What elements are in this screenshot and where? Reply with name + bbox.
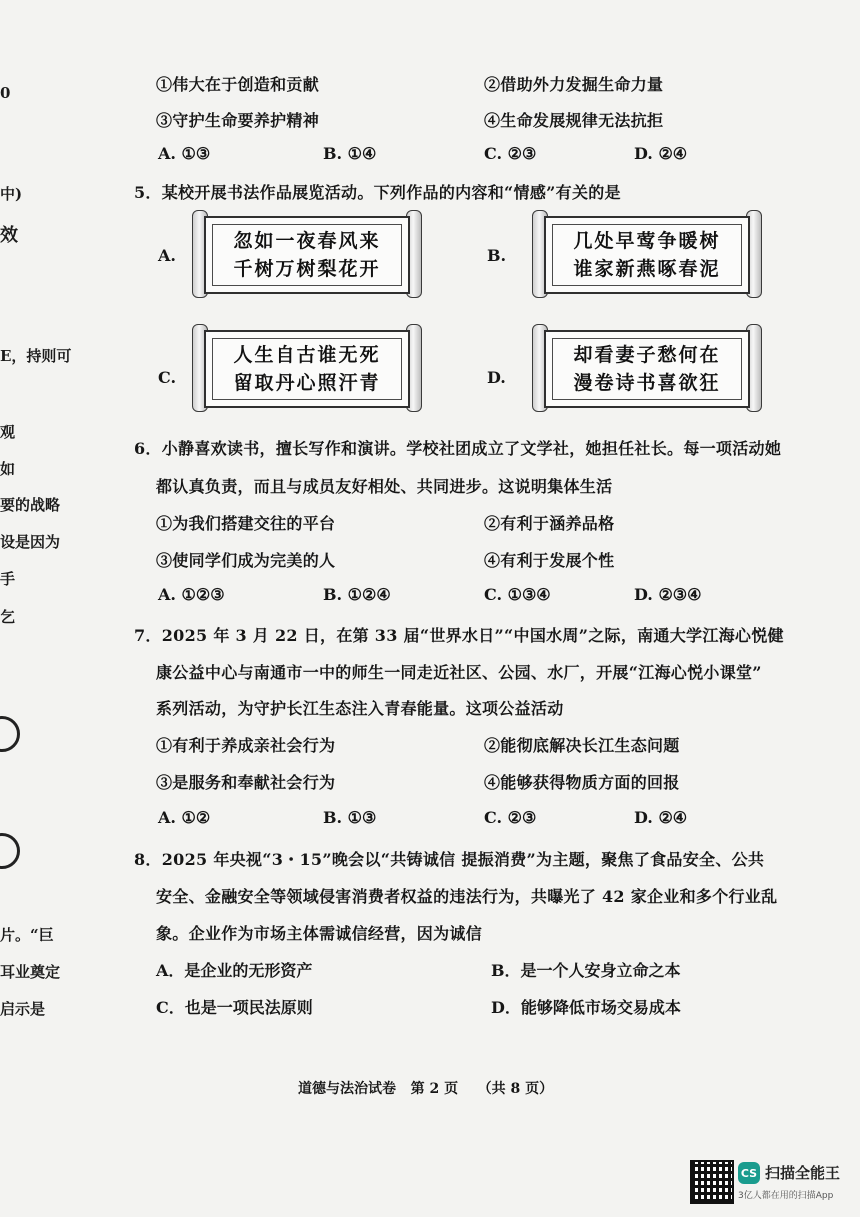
- q4-item-2: ②借助外力发掘生命力量: [484, 75, 664, 94]
- q4-choice-b: B. ①④: [323, 144, 377, 163]
- scroll-line: 谁家新燕啄春泥: [573, 258, 721, 280]
- scroll-line: 千树万树梨花开: [233, 258, 381, 280]
- scroll-line: 几处早莺争暖树: [573, 230, 721, 252]
- q6-item-3: ③使同学们成为完美的人: [156, 551, 336, 570]
- q4-choice-c: C. ②③: [484, 144, 537, 163]
- q6-stem-line: 6．小静喜欢读书，擅长写作和演讲。学校社团成立了文学社，她担任社长。每一项活动她: [134, 439, 782, 458]
- left-fragment: 设是因为: [0, 533, 61, 551]
- q7-stem-line: 康公益中心与南通市一中的师生一同走近社区、公园、水厂，开展“江海心悦小课堂”: [156, 663, 762, 682]
- left-fragment: 中): [0, 185, 23, 203]
- q5-calligraphy-scroll-b: [532, 210, 762, 296]
- q6-choice-d: D. ②③④: [634, 585, 702, 604]
- q6-item-1: ①为我们搭建交往的平台: [156, 514, 336, 533]
- left-fragment: 如: [0, 460, 16, 478]
- q6-item-4: ④有利于发展个性: [484, 551, 615, 570]
- circle-fragment-icon: [0, 833, 20, 869]
- q4-choice-d: D. ②④: [634, 144, 688, 163]
- q6-stem-line: 都认真负责，而且与成员友好相处、共同进步。这说明集体生活: [156, 477, 613, 496]
- q4-item-3: ③守护生命要养护精神: [156, 111, 320, 130]
- q6-choice-b: B. ①②④: [323, 585, 391, 604]
- q7-item-3: ③是服务和奉献社会行为: [156, 773, 336, 792]
- q8-choice-a: A．是企业的无形资产: [156, 961, 313, 980]
- left-fragment: 耳业奠定: [0, 963, 61, 981]
- q4-item-1: ①伟大在于创造和贡献: [156, 75, 320, 94]
- scanner-app-name: 扫描全能王: [765, 1164, 841, 1182]
- q5-calligraphy-scroll-d: [532, 324, 762, 410]
- q8-choice-d: D．能够降低市场交易成本: [491, 998, 681, 1017]
- q8-stem-line: 象。企业作为市场主体需诚信经营，因为诚信: [156, 924, 483, 943]
- q7-stem-line: 7．2025 年 3 月 22 日，在第 33 届“世界水日”“中国水周”之际，南通大学江海心悦健: [134, 626, 784, 645]
- left-fragment: 乞: [0, 608, 16, 626]
- camscanner-logo-icon: CS: [738, 1162, 760, 1184]
- left-fragment: 手: [0, 570, 16, 588]
- page-footer: 道德与法治试卷 第 2 页 （共 8 页）: [298, 1081, 554, 1097]
- scanner-tagline: 3亿人都在用的扫描App: [738, 1191, 834, 1201]
- scroll-line: 留取丹心照汗青: [233, 372, 381, 394]
- q7-choice-c: C. ②③: [484, 808, 537, 827]
- scroll-line: 却看妻子愁何在: [573, 344, 721, 366]
- q5-calligraphy-scroll-c: [192, 324, 422, 410]
- q5-stem: 5．某校开展书法作品展览活动。下列作品的内容和“情感”有关的是: [134, 183, 621, 202]
- q5-option-d-letter: D.: [487, 368, 506, 387]
- scroll-line: 漫卷诗书喜欲狂: [573, 372, 721, 394]
- scroll-line: 人生自古谁无死: [233, 344, 381, 366]
- q4-choice-a: A. ①③: [158, 144, 211, 163]
- left-fragment: 效: [0, 225, 18, 246]
- q6-choice-c: C. ①③④: [484, 585, 551, 604]
- q5-option-a-letter: A.: [158, 246, 176, 265]
- q7-item-4: ④能够获得物质方面的回报: [484, 773, 680, 792]
- left-fragment: 启示是: [0, 1000, 46, 1018]
- circle-fragment-icon: [0, 716, 20, 752]
- left-fragment: 片。“巨: [0, 926, 54, 944]
- q5-option-c-letter: C.: [158, 368, 177, 387]
- qr-code-icon: [690, 1160, 734, 1204]
- q8-choice-b: B．是一个人安身立命之本: [491, 961, 681, 980]
- q8-stem-line: 安全、金融安全等领域侵害消费者权益的违法行为，共曝光了 42 家企业和多个行业乱: [156, 887, 778, 906]
- q7-item-1: ①有利于养成亲社会行为: [156, 736, 336, 755]
- q5-calligraphy-scroll-a: [192, 210, 422, 296]
- q8-choice-c: C．也是一项民法原则: [156, 998, 313, 1017]
- q6-choice-a: A. ①②③: [158, 585, 225, 604]
- q6-item-2: ②有利于涵养品格: [484, 514, 615, 533]
- q7-choice-b: B. ①③: [323, 808, 377, 827]
- q8-stem-line: 8．2025 年央视“3・15”晚会以“共铸诚信 提振消费”为主题，聚焦了食品安全、公共: [134, 850, 765, 869]
- q7-choice-a: A. ①②: [158, 808, 211, 827]
- q7-choice-d: D. ②④: [634, 808, 688, 827]
- q7-stem-line: 系列活动，为守护长江生态注入青春能量。这项公益活动: [156, 699, 564, 718]
- left-fragment: 要的战略: [0, 496, 61, 514]
- left-fragment: 0: [0, 84, 11, 102]
- scroll-line: 忽如一夜春风来: [233, 230, 381, 252]
- left-fragment: E，持则可: [0, 347, 72, 365]
- q7-item-2: ②能彻底解决长江生态问题: [484, 736, 680, 755]
- left-fragment: 观: [0, 423, 16, 441]
- q4-item-4: ④生命发展规律无法抗拒: [484, 111, 664, 130]
- q5-option-b-letter: B.: [487, 246, 507, 265]
